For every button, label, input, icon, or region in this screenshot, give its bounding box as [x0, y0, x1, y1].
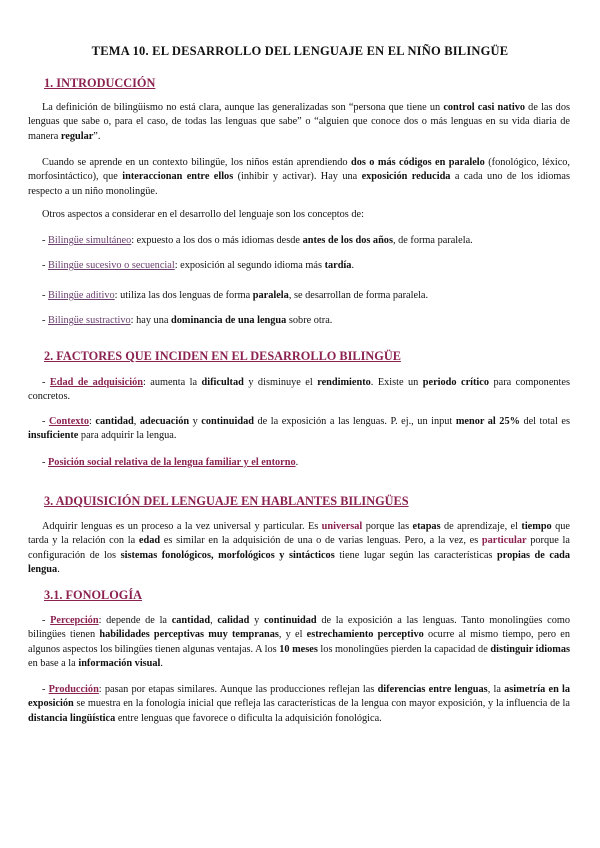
bold-run: paralela: [252, 290, 289, 301]
term-bilingue-sustractivo: Bilingüe sustractivo: [48, 315, 131, 326]
section-heading-introduccion: 1. INTRODUCCIÓN: [44, 76, 156, 90]
text-run: : utiliza las dos lenguas de forma: [114, 290, 253, 301]
bold-run: tardía: [324, 260, 352, 271]
list-dash: -: [42, 684, 49, 695]
fonologia-produccion: [28, 683, 570, 726]
text-run: es similar en la adquisición de una o de varias lenguas. Pero, a la vez, es: [160, 535, 482, 547]
list-dash: -: [42, 457, 49, 468]
text-run: y: [189, 416, 202, 427]
list-dash: -: [42, 416, 49, 427]
page-title: TEMA 10. EL DESARROLLO DEL LENGUAJE EN EL NIÑO BILINGÜE: [91, 44, 509, 58]
adquisicion-paragraph: [28, 520, 570, 578]
text-run: de aprendizaje, el: [440, 521, 522, 532]
list-item-bilingue-sustractivo: [42, 314, 570, 328]
list-dash: -: [42, 615, 51, 626]
term-contexto: Contexto: [48, 416, 90, 427]
bold-run: control casi nativo: [443, 102, 525, 113]
term-produccion: Producción: [48, 684, 99, 695]
text-run: ”.: [93, 130, 101, 142]
bold-run: edad: [138, 535, 161, 547]
bold-run: asimetría en la exposición: [28, 684, 571, 710]
text-run: . Existe un: [370, 377, 423, 388]
term-percepcion: Percepción: [50, 615, 99, 626]
text-run: : expuesto a los dos o más idiomas desde: [131, 235, 303, 246]
text-run: : hay una: [130, 315, 171, 326]
text-run: se muestra en la fonología inicial que refleja las características de la lengua con mayor exposición, y la influencia de la: [73, 698, 570, 710]
bold-run: habilidades perceptivas muy tempranas: [99, 629, 279, 641]
bold-run: periodo crítico: [422, 377, 490, 388]
bold-run: 10 meses: [279, 643, 318, 655]
text-run: : pasan por etapas similares. Aunque las producciones reflejan las: [98, 684, 378, 695]
bold-run: dominancia de una lengua: [171, 315, 287, 326]
bold-run: distinguir idiomas: [490, 643, 571, 655]
bold-run: tiempo: [521, 521, 552, 532]
term-posicion-social: Posición social relativa de la lengua familiar y el entorno: [48, 457, 296, 468]
text-run: , se desarrollan de forma paralela.: [288, 290, 429, 301]
list-item-bilingue-simultaneo: [42, 234, 570, 248]
section-heading-adquisicion: 3. ADQUISICIÓN DEL LENGUAJE EN HABLANTES BILINGÜES: [44, 494, 409, 508]
factor-posicion-social: [28, 456, 570, 470]
text-run: en base a la: [28, 658, 79, 670]
list-dash: -: [42, 315, 49, 326]
bold-run: rendimiento: [317, 377, 371, 388]
bold-run: diferencias entre lenguas: [377, 684, 488, 695]
highlight-particular: particular: [481, 535, 527, 547]
text-run: .: [57, 564, 60, 576]
text-run: , y el: [278, 629, 307, 641]
list-dash: -: [42, 290, 49, 301]
bold-run: insuficiente: [28, 430, 79, 442]
bold-run: continuidad: [201, 416, 254, 427]
bold-run: interaccionan entre ellos: [122, 171, 234, 183]
list-item-bilingue-sucesivo: [42, 259, 570, 273]
text-run: de la exposición a las lenguas. P. ej., un input: [253, 416, 456, 427]
text-run: :: [89, 416, 96, 427]
term-bilingue-aditivo: Bilingüe aditivo: [48, 290, 115, 301]
term-edad-adquisicion: Edad de adquisición: [49, 377, 143, 388]
text-run: : aumenta la: [142, 377, 202, 388]
text-run: .: [351, 260, 355, 271]
list-dash: -: [42, 235, 49, 246]
text-run: ocurre al mismo tiempo, pero en algunos aspectos los bilingües tienen algunas ventajas. A los: [28, 629, 570, 655]
text-run: de la exposición a las lenguas. Tanto monolingües como bilingües tienen: [28, 615, 571, 641]
text-run: para componentes concretos.: [28, 377, 570, 403]
text-run: , la: [487, 684, 505, 695]
factor-contexto: [28, 415, 570, 444]
subsection-heading-fonologia: 3.1. FONOLOGÍA: [44, 588, 143, 602]
bold-run: regular: [60, 130, 94, 142]
bold-run: cantidad: [95, 416, 134, 427]
text-run: y disminuye el: [243, 377, 318, 388]
text-run: de las dos lenguas que sabe o, para el caso, de todas las lenguas que sabe” o “alguien que conoce dos o más lenguas en su vida diaria de manera: [28, 102, 570, 142]
bold-run: antes de los dos años: [302, 235, 393, 246]
text-run: sobre otra.: [286, 315, 333, 326]
list-dash: -: [42, 377, 50, 388]
text-run: tiene lugar según las características: [334, 549, 497, 561]
bold-run: calidad: [217, 615, 250, 626]
bold-run: dos o más códigos en paralelo: [351, 157, 485, 168]
text-run: : depende de la: [98, 615, 172, 626]
text-run: que tarda y la relación con la: [28, 521, 570, 547]
bold-run: etapas: [412, 521, 441, 532]
intro-paragraph-1: [28, 101, 570, 144]
text-run: a cada uno de los idiomas respecto a un niño monolingüe.: [28, 171, 570, 197]
text-run: los monolingües pierden la capacidad de: [317, 643, 491, 655]
text-run: porque la configuración de los: [28, 535, 570, 561]
text-run: porque las: [362, 521, 413, 532]
section-heading-factores: 2. FACTORES QUE INCIDEN EN EL DESARROLLO BILINGÜE: [44, 349, 401, 363]
bold-run: sistemas fonológicos, morfológicos y sintácticos: [120, 549, 335, 561]
text-run: entre lenguas que favorece o dificulta la adquisición fonológica.: [115, 712, 382, 724]
text-run: y: [249, 615, 264, 626]
bold-run: menor al 25%: [455, 416, 520, 427]
text-run: .: [160, 658, 163, 670]
list-item-bilingue-aditivo: [42, 289, 570, 303]
bold-run: exposición reducida: [361, 171, 451, 183]
intro-paragraph-2: [28, 156, 570, 199]
bold-run: cantidad: [171, 615, 211, 626]
text-run: : exposición al segundo idioma más: [174, 260, 325, 271]
text-run: (fonológico, léxico, morfosintáctico), que: [28, 157, 571, 183]
text-run: ,: [133, 416, 140, 427]
bold-run: dificultad: [201, 377, 244, 388]
bold-run: continuidad: [263, 615, 317, 626]
text-run: , de forma paralela.: [392, 235, 473, 246]
text-run: .: [295, 457, 299, 468]
text-run: ,: [210, 615, 218, 626]
factor-edad: [28, 376, 570, 405]
term-bilingue-sucesivo: Bilingüe sucesivo o secuencial: [48, 260, 175, 271]
bold-run: propias de cada lengua: [28, 549, 571, 576]
term-bilingue-simultaneo: Bilingüe simultáneo: [48, 235, 132, 246]
intro-paragraph-3: Otros aspectos a considerar en el desarrollo del lenguaje son los conceptos de:: [42, 209, 364, 220]
highlight-universal: universal: [321, 521, 363, 532]
text-run: para adquirir la lengua.: [78, 430, 177, 442]
text-run: del total es: [519, 416, 570, 427]
fonologia-percepcion: [28, 614, 570, 672]
text-run: La definición de bilingüismo no está clara, aunque las generalizadas son “persona que tiene un: [42, 102, 444, 113]
text-run: (inhibir y activar). Hay una: [233, 171, 362, 183]
text-run: Adquirir lenguas es un proceso a la vez universal y particular. Es: [42, 521, 322, 532]
list-dash: -: [42, 260, 49, 271]
bold-run: adecuación: [139, 416, 190, 427]
bold-run: distancia lingüística: [28, 712, 116, 724]
bold-run: información visual: [78, 658, 161, 670]
bold-run: estrechamiento perceptivo: [306, 629, 424, 641]
text-run: Cuando se aprende en un contexto bilingüe, los niños están aprendiendo: [42, 157, 351, 168]
